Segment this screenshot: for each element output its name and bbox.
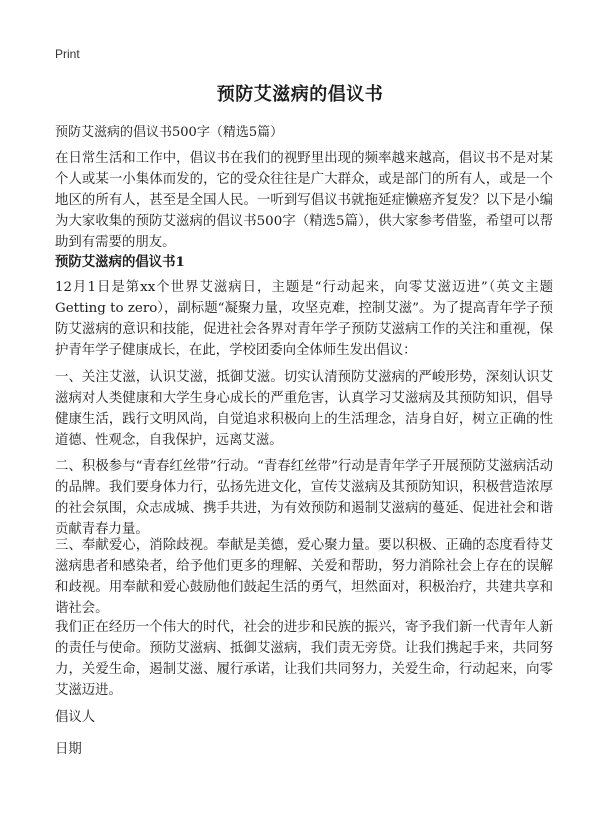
body-paragraph-1: 12月1日是第xx个世界艾滋病日，主题是“行动起来，向零艾滋迈进”（英文主题Getting to zero），副标题“凝聚力量，攻坚克难，控制艾滋”。为了提高青年学子预防艾滋病的意识和技能，促进社会各界对青年学子预防艾滋病工作的关注和重视，保护青年学子健康成长，在此，学校团委向全体师生发出倡议： — [55, 280, 553, 358]
document-title: 预防艾滋病的倡议书 — [216, 84, 384, 105]
document-subtitle: 预防艾滋病的倡议书500字（精选5篇） — [55, 125, 284, 140]
print-link[interactable]: Print — [55, 47, 80, 61]
intro-paragraph: 在日常生活和工作中，倡议书在我们的视野里出现的频率越来越高，倡议书不是对某个人或某一小集体而发的，它的受众往往是广大群众，或是部门的所有人，或是一个地区的所有人，甚至是全国人民。一听到写倡议书就拖延症懒癌齐复发？以下是小编为大家收集的预防艾滋病的倡议书500字（精选5篇），供大家参考借鉴，希望可以帮助到有需要的朋友。 — [55, 151, 553, 250]
section-heading: 预防艾滋病的倡议书1 — [55, 254, 185, 270]
body-paragraph-4: 三、奉献爱心，消除歧视。奉献是美德，爱心聚力量。要以积极、正确的态度看待艾滋病患者和感染者，给予他们更多的理解、关爱和帮助，努力消除社会上存在的误解和歧视。用奉献和爱心鼓励他们鼓起生活的勇气，坦然面对，积极治疗，共建共享和谐社会。 — [55, 538, 553, 616]
body-paragraph-5: 我们正在经历一个伟大的时代，社会的进步和民族的振兴，寄予我们新一代青年人新的责任与使命。预防艾滋病、抵御艾滋病，我们责无旁贷。让我们携起手来，共同努力，关爱生命，遏制艾滋、履行承诺，让我们共同努力，关爱生命，行动起来，向零艾滋迈进。 — [55, 620, 553, 698]
date-label: 日期 — [55, 742, 82, 757]
body-paragraph-2: 一、关注艾滋，认识艾滋，抵御艾滋。切实认清预防艾滋病的严峻形势，深刻认识艾滋病对人类健康和大学生身心成长的严重危害，认真学习艾滋病及其预防知识，倡导健康生活，践行文明风尚，自觉追求积极向上的生活理念，洁身自好，树立正确的性道德、性观念，自我保护，远离艾滋。 — [55, 370, 553, 448]
body-paragraph-3: 二、积极参与“青春红丝带”行动。“青春红丝带”行动是青年学子开展预防艾滋病活动的品牌。我们要身体力行，弘扬先进文化，宣传艾滋病及其预防知识，积极营造浓厚的社会氛围，众志成城、携手共进，为有效预防和遏制艾滋病的蔓延、促进社会和谐贡献青春力量。 — [55, 459, 553, 537]
initiator-label: 倡议人 — [55, 710, 96, 725]
